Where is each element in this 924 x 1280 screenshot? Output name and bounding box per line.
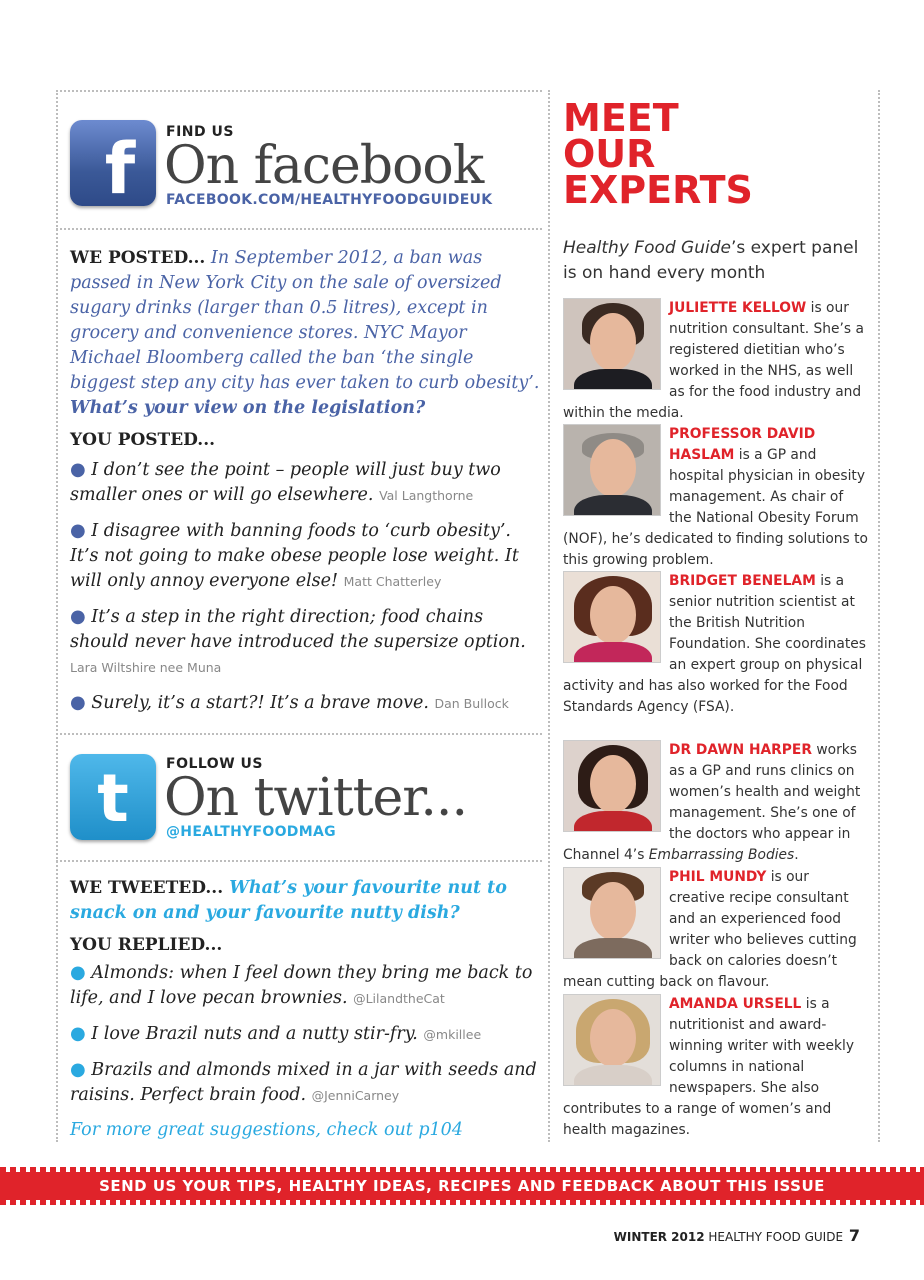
expert-bio: is a GP and hospital physician in obesity management. As chair of the National Obesity Forum (NOF), he’s dedicated to finding solutions to this growing problem. <box>563 447 868 568</box>
heading-line-1: MEET <box>563 96 679 140</box>
bullet-icon: ● <box>70 692 86 713</box>
comment-author: Lara Wiltshire nee Muna <box>70 660 222 675</box>
bullet-icon: ● <box>70 459 86 480</box>
section-divider <box>56 733 542 735</box>
comment-author: Dan Bullock <box>434 696 509 711</box>
expert-name: BRIDGET BENELAM <box>669 573 816 589</box>
column-divider <box>548 90 550 1142</box>
comment-author: Val Langthorne <box>379 488 474 503</box>
reply-author: @LilandtheCat <box>353 991 445 1006</box>
comment-item <box>70 690 540 716</box>
expert-card <box>563 424 868 571</box>
twitter-logo-icon[interactable] <box>70 754 156 840</box>
reply-author: @mkillee <box>423 1027 482 1042</box>
reply-text: Almonds: when I feel down they bring me back to life, and I love pecan brownies. <box>70 963 533 1008</box>
feedback-banner-text: SEND US YOUR TIPS, HEALTHY IDEAS, RECIPES AND FEEDBACK ABOUT THIS ISSUE <box>99 1177 825 1195</box>
comment-text: Surely, it’s a start?! It’s a brave move. <box>91 693 429 713</box>
expert-photo <box>563 424 661 516</box>
facebook-title: On facebook <box>164 136 484 196</box>
comment-author: Matt Chatterley <box>343 574 442 589</box>
expert-photo <box>563 867 661 959</box>
expert-photo <box>563 298 661 390</box>
expert-card <box>563 740 868 866</box>
facebook-logo-icon[interactable] <box>70 120 156 210</box>
reply-author: @JenniCarney <box>311 1088 400 1103</box>
bullet-icon: ● <box>70 606 86 627</box>
expert-bio: is a nutritionist and award-winning writer with weekly columns in national newspapers. She also contributes to a range of women’s and health magazines. <box>563 996 854 1138</box>
comment-text: I don’t see the point – people will just buy two smaller ones or will go elsewhere. <box>70 460 501 505</box>
magazine-label: HEALTHY FOOD GUIDE <box>704 1230 847 1244</box>
heading-line-3: EXPERTS <box>563 168 753 212</box>
facebook-url-link[interactable]: FACEBOOK.COM/HEALTHYFOODGUIDEUK <box>166 192 493 208</box>
feedback-banner <box>0 1172 924 1200</box>
bullet-icon: ● <box>70 520 86 541</box>
expert-name: PHIL MUNDY <box>669 869 767 885</box>
page-number: 7 <box>848 1226 860 1245</box>
heading-line-2: OUR <box>563 132 656 176</box>
expert-bio-tail: . <box>794 847 799 863</box>
intro-text: ’s expert panel is on hand every month <box>563 238 859 283</box>
reply-item <box>70 960 540 1011</box>
we-posted-text: In September 2012, a ban was passed in New York City on the sale of oversized sugary drinks (larger than 0.5 litres), except in grocery and convenience stores. NYC Mayor Michael Bloomberg called the ban ‘the single biggest step any city has ever taken to curb obesity’. <box>70 248 540 393</box>
facebook-logo-letter: f <box>104 128 136 210</box>
comment-item <box>70 604 540 680</box>
twitter-header <box>70 754 540 844</box>
expert-photo <box>563 740 661 832</box>
intro-magazine-name: Healthy Food Guide <box>563 238 731 258</box>
expert-bio-show: Embarrassing Bodies <box>648 847 795 863</box>
we-tweeted-kicker: WE TWEETED... <box>70 878 224 898</box>
comment-item <box>70 457 540 508</box>
we-posted-question: What’s your view on the legislation? <box>70 398 426 418</box>
twitter-post-section <box>70 876 540 1142</box>
expert-name: AMANDA URSELL <box>669 996 802 1012</box>
right-border <box>878 90 880 1142</box>
expert-photo <box>563 571 661 663</box>
expert-name: JULIETTE KELLOW <box>669 300 807 316</box>
facebook-header <box>70 120 540 210</box>
we-posted-paragraph <box>70 246 540 421</box>
expert-bio: works as a GP and runs clinics on women’s health and weight management. She’s one of the doctors who appear in Channel 4’s <box>563 742 861 863</box>
expert-card <box>563 571 868 718</box>
twitter-divider <box>56 860 542 862</box>
bullet-icon: ● <box>70 1059 86 1080</box>
comment-text: It’s a step in the right direction; food chains should never have introduced the supersize option. <box>70 607 526 652</box>
bullet-icon: ● <box>70 1023 86 1044</box>
you-replied-label: YOU REPLIED... <box>70 935 223 955</box>
you-posted-label: YOU POSTED... <box>70 430 216 450</box>
bullet-icon: ● <box>70 962 86 983</box>
facebook-divider <box>56 228 542 230</box>
left-border <box>56 90 58 1142</box>
expert-bio: is a senior nutrition scientist at the British Nutrition Foundation. She coordinates an expert group on physical activity and has also worked for the Food Standards Agency (FSA). <box>563 573 866 715</box>
comment-text: I disagree with banning foods to ‘curb obesity’. It’s not going to make obese people lose weight. It will only annoy everyone else! <box>70 521 519 591</box>
we-tweeted-question: What’s your favourite nut to snack on and your favourite nutty dish? <box>70 878 507 923</box>
experts-intro <box>563 236 863 286</box>
facebook-post-section <box>70 246 540 726</box>
expert-card <box>563 867 868 993</box>
follow-us-label: FOLLOW US <box>166 756 263 772</box>
we-posted-kicker: WE POSTED... <box>70 248 206 268</box>
expert-card <box>563 994 868 1141</box>
we-tweeted-paragraph <box>70 876 540 926</box>
comment-item <box>70 518 540 594</box>
top-divider <box>56 90 542 92</box>
twitter-handle-link[interactable]: @HEALTHYFOODMAG <box>166 824 336 840</box>
more-suggestions-link[interactable]: For more great suggestions, check out p104 <box>70 1120 463 1140</box>
reply-text: I love Brazil nuts and a nutty stir-fry. <box>91 1024 418 1044</box>
twitter-logo-letter: t <box>97 760 129 837</box>
expert-bio: is our creative recipe consultant and an experienced food writer who believes cutting back on calories doesn’t mean cutting back on flavour. <box>563 869 857 990</box>
expert-photo <box>563 994 661 1086</box>
expert-name: DR DAWN HARPER <box>669 742 812 758</box>
issue-label: WINTER 2012 <box>613 1230 705 1244</box>
expert-bio: is our nutrition consultant. She’s a registered dietitian who’s worked in the NHS, as well as for the food industry and within the media. <box>563 300 864 421</box>
reply-item <box>70 1021 540 1047</box>
experts-heading <box>563 96 868 212</box>
twitter-title: On twitter... <box>164 768 467 828</box>
reply-item <box>70 1057 540 1108</box>
find-us-label: FIND US <box>166 124 234 140</box>
expert-card <box>563 298 868 424</box>
expert-name: PROFESSOR DAVID HASLAM <box>669 426 816 463</box>
reply-text: Brazils and almonds mixed in a jar with seeds and raisins. Perfect brain food. <box>70 1060 537 1105</box>
page-footer <box>614 1226 860 1245</box>
